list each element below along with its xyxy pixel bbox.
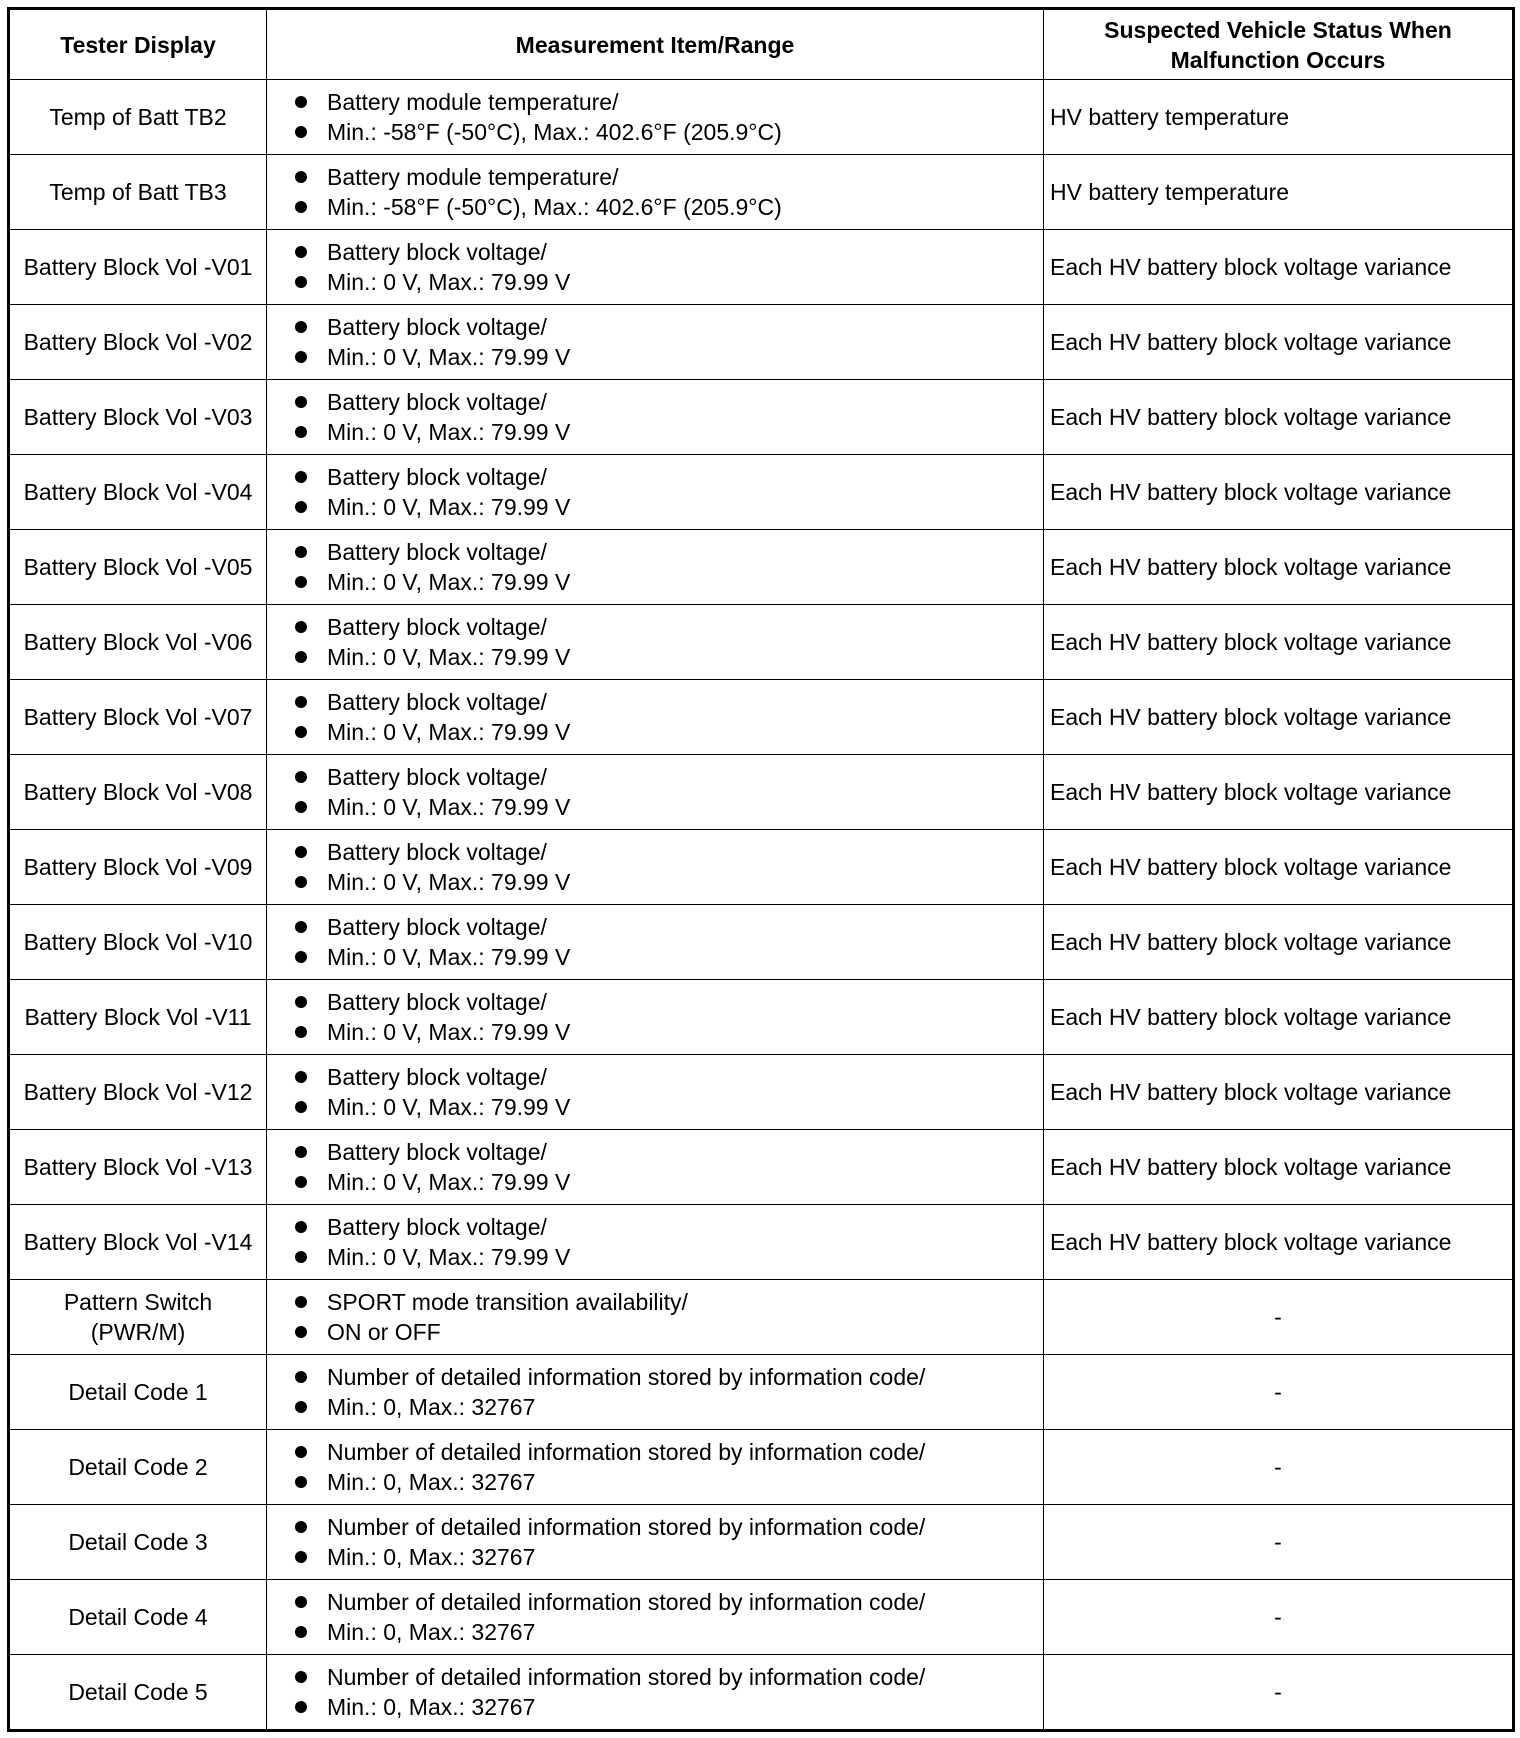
bullet-item bbox=[273, 1017, 1037, 1047]
bullet-text: Min.: -58°F (-50°C), Max.: 402.6°F (205.9°C) bbox=[327, 194, 782, 220]
bullet-text: Battery block voltage/ bbox=[327, 389, 547, 415]
bullet-text: Min.: 0, Max.: 32767 bbox=[327, 1394, 536, 1420]
measurement-cell bbox=[267, 530, 1044, 605]
bullet-icon bbox=[295, 621, 307, 633]
header-tester-display: Tester Display bbox=[9, 9, 267, 80]
bullet-icon bbox=[295, 1446, 307, 1458]
bullet-icon bbox=[295, 951, 307, 963]
bullet-item bbox=[273, 1437, 1037, 1467]
tester-display-cell: Battery Block Vol -V12 bbox=[9, 1055, 267, 1130]
table-row bbox=[9, 530, 1514, 605]
bullet-icon bbox=[295, 1176, 307, 1188]
tester-display-cell: Battery Block Vol -V08 bbox=[9, 755, 267, 830]
bullet-icon bbox=[295, 1071, 307, 1083]
bullet-text: Min.: 0 V, Max.: 79.99 V bbox=[327, 1094, 571, 1120]
table-row bbox=[9, 830, 1514, 905]
suspected-status-cell: - bbox=[1044, 1430, 1514, 1505]
bullet-item bbox=[273, 1467, 1037, 1497]
bullet-icon bbox=[295, 726, 307, 738]
bullet-icon bbox=[295, 1296, 307, 1308]
tester-display-cell: Detail Code 1 bbox=[9, 1355, 267, 1430]
measurement-cell bbox=[267, 755, 1044, 830]
bullet-text: Battery block voltage/ bbox=[327, 614, 547, 640]
bullet-text: Min.: 0 V, Max.: 79.99 V bbox=[327, 944, 571, 970]
bullet-icon bbox=[295, 1026, 307, 1038]
measurement-cell bbox=[267, 830, 1044, 905]
suspected-status-cell: Each HV battery block voltage variance bbox=[1044, 530, 1514, 605]
tester-display-cell: Temp of Batt TB3 bbox=[9, 155, 267, 230]
measurement-cell bbox=[267, 980, 1044, 1055]
bullet-icon bbox=[295, 651, 307, 663]
measurement-cell bbox=[267, 905, 1044, 980]
suspected-status-cell: Each HV battery block voltage variance bbox=[1044, 305, 1514, 380]
measurement-cell bbox=[267, 1580, 1044, 1655]
table-row bbox=[9, 455, 1514, 530]
table-row bbox=[9, 1205, 1514, 1280]
bullet-item bbox=[273, 1542, 1037, 1572]
table-row bbox=[9, 80, 1514, 155]
bullet-item bbox=[273, 1062, 1037, 1092]
table-row bbox=[9, 230, 1514, 305]
tester-display-cell: Battery Block Vol -V01 bbox=[9, 230, 267, 305]
bullet-item bbox=[273, 1362, 1037, 1392]
suspected-status-cell: Each HV battery block voltage variance bbox=[1044, 230, 1514, 305]
bullet-text: Battery block voltage/ bbox=[327, 464, 547, 490]
bullet-text: Min.: 0 V, Max.: 79.99 V bbox=[327, 1244, 571, 1270]
bullet-item bbox=[273, 312, 1037, 342]
bullet-icon bbox=[295, 546, 307, 558]
tester-display-cell: Detail Code 4 bbox=[9, 1580, 267, 1655]
bullet-icon bbox=[295, 276, 307, 288]
suspected-status-cell: - bbox=[1044, 1505, 1514, 1580]
table-row bbox=[9, 305, 1514, 380]
bullet-text: Min.: 0 V, Max.: 79.99 V bbox=[327, 1019, 571, 1045]
bullet-icon bbox=[295, 1596, 307, 1608]
bullet-item bbox=[273, 1137, 1037, 1167]
bullet-item bbox=[273, 192, 1037, 222]
bullet-item bbox=[273, 1662, 1037, 1692]
bullet-icon bbox=[295, 1251, 307, 1263]
measurement-cell bbox=[267, 605, 1044, 680]
bullet-icon bbox=[295, 1551, 307, 1563]
bullet-icon bbox=[295, 1671, 307, 1683]
bullet-text: Number of detailed information stored by information code/ bbox=[327, 1589, 926, 1615]
bullet-text: Number of detailed information stored by information code/ bbox=[327, 1664, 926, 1690]
bullet-icon bbox=[295, 1146, 307, 1158]
table-row bbox=[9, 1355, 1514, 1430]
bullet-item bbox=[273, 837, 1037, 867]
measurement-cell bbox=[267, 1205, 1044, 1280]
bullet-text: Battery block voltage/ bbox=[327, 839, 547, 865]
table-row bbox=[9, 755, 1514, 830]
bullet-text: Battery block voltage/ bbox=[327, 689, 547, 715]
tester-display-cell: Battery Block Vol -V10 bbox=[9, 905, 267, 980]
bullet-icon bbox=[295, 471, 307, 483]
bullet-text: Min.: -58°F (-50°C), Max.: 402.6°F (205.9°C) bbox=[327, 119, 782, 145]
bullet-icon bbox=[295, 1476, 307, 1488]
bullet-text: Min.: 0, Max.: 32767 bbox=[327, 1619, 536, 1645]
suspected-status-cell: Each HV battery block voltage variance bbox=[1044, 980, 1514, 1055]
bullet-item bbox=[273, 237, 1037, 267]
tester-display-cell: Detail Code 5 bbox=[9, 1655, 267, 1731]
suspected-status-cell: Each HV battery block voltage variance bbox=[1044, 605, 1514, 680]
measurement-cell bbox=[267, 1280, 1044, 1355]
measurement-cell bbox=[267, 305, 1044, 380]
suspected-status-cell: Each HV battery block voltage variance bbox=[1044, 755, 1514, 830]
tester-display-cell: Battery Block Vol -V05 bbox=[9, 530, 267, 605]
table-row bbox=[9, 905, 1514, 980]
bullet-item bbox=[273, 912, 1037, 942]
bullet-text: Min.: 0 V, Max.: 79.99 V bbox=[327, 569, 571, 595]
measurement-cell bbox=[267, 1355, 1044, 1430]
bullet-text: Battery block voltage/ bbox=[327, 989, 547, 1015]
bullet-item bbox=[273, 717, 1037, 747]
bullet-icon bbox=[295, 171, 307, 183]
bullet-text: Min.: 0, Max.: 32767 bbox=[327, 1694, 536, 1720]
bullet-item bbox=[273, 1617, 1037, 1647]
bullet-icon bbox=[295, 1401, 307, 1413]
tester-display-cell: Temp of Batt TB2 bbox=[9, 80, 267, 155]
measurement-cell bbox=[267, 455, 1044, 530]
tester-display-cell: Battery Block Vol -V09 bbox=[9, 830, 267, 905]
measurement-cell bbox=[267, 155, 1044, 230]
suspected-status-cell: - bbox=[1044, 1355, 1514, 1430]
measurement-cell bbox=[267, 1505, 1044, 1580]
bullet-icon bbox=[295, 696, 307, 708]
table-row bbox=[9, 1430, 1514, 1505]
bullet-item bbox=[273, 1392, 1037, 1422]
bullet-item bbox=[273, 342, 1037, 372]
tester-display-cell: Detail Code 3 bbox=[9, 1505, 267, 1580]
bullet-text: Min.: 0 V, Max.: 79.99 V bbox=[327, 1169, 571, 1195]
bullet-icon bbox=[295, 1626, 307, 1638]
tester-display-cell: Battery Block Vol -V13 bbox=[9, 1130, 267, 1205]
bullet-item bbox=[273, 612, 1037, 642]
header-row bbox=[9, 9, 1514, 80]
bullet-icon bbox=[295, 126, 307, 138]
measurement-cell bbox=[267, 1430, 1044, 1505]
bullet-icon bbox=[295, 396, 307, 408]
bullet-icon bbox=[295, 351, 307, 363]
suspected-status-cell: - bbox=[1044, 1280, 1514, 1355]
suspected-status-cell: Each HV battery block voltage variance bbox=[1044, 830, 1514, 905]
tester-display-cell: Battery Block Vol -V07 bbox=[9, 680, 267, 755]
bullet-icon bbox=[295, 1701, 307, 1713]
bullet-text: Battery block voltage/ bbox=[327, 764, 547, 790]
suspected-status-cell: Each HV battery block voltage variance bbox=[1044, 1205, 1514, 1280]
tester-display-cell: Battery Block Vol -V02 bbox=[9, 305, 267, 380]
suspected-status-cell: Each HV battery block voltage variance bbox=[1044, 455, 1514, 530]
measurement-cell bbox=[267, 1655, 1044, 1731]
bullet-text: Battery block voltage/ bbox=[327, 1064, 547, 1090]
tester-display-cell: Battery Block Vol -V03 bbox=[9, 380, 267, 455]
suspected-status-cell: Each HV battery block voltage variance bbox=[1044, 380, 1514, 455]
table-row bbox=[9, 680, 1514, 755]
tester-display-cell: Battery Block Vol -V06 bbox=[9, 605, 267, 680]
bullet-icon bbox=[295, 1521, 307, 1533]
bullet-item bbox=[273, 792, 1037, 822]
tester-display-cell: Battery Block Vol -V11 bbox=[9, 980, 267, 1055]
bullet-text: Min.: 0 V, Max.: 79.99 V bbox=[327, 269, 571, 295]
table-row bbox=[9, 1505, 1514, 1580]
data-list-table bbox=[7, 7, 1515, 1732]
table-row bbox=[9, 1655, 1514, 1731]
bullet-item bbox=[273, 642, 1037, 672]
table-row bbox=[9, 1280, 1514, 1355]
bullet-icon bbox=[295, 876, 307, 888]
suspected-status-cell: - bbox=[1044, 1580, 1514, 1655]
tester-display-cell: Pattern Switch (PWR/M) bbox=[9, 1280, 267, 1355]
bullet-item bbox=[273, 267, 1037, 297]
bullet-item bbox=[273, 1212, 1037, 1242]
measurement-cell bbox=[267, 230, 1044, 305]
bullet-icon bbox=[295, 246, 307, 258]
bullet-icon bbox=[295, 1326, 307, 1338]
bullet-icon bbox=[295, 501, 307, 513]
table-row bbox=[9, 1130, 1514, 1205]
measurement-cell bbox=[267, 680, 1044, 755]
tester-display-cell: Battery Block Vol -V04 bbox=[9, 455, 267, 530]
bullet-text: Number of detailed information stored by information code/ bbox=[327, 1514, 926, 1540]
bullet-text: Battery module temperature/ bbox=[327, 164, 619, 190]
bullet-item bbox=[273, 1692, 1037, 1722]
bullet-text: Battery block voltage/ bbox=[327, 314, 547, 340]
bullet-text: Min.: 0, Max.: 32767 bbox=[327, 1469, 536, 1495]
bullet-icon bbox=[295, 1221, 307, 1233]
bullet-item bbox=[273, 762, 1037, 792]
bullet-text: Battery block voltage/ bbox=[327, 239, 547, 265]
bullet-text: Min.: 0, Max.: 32767 bbox=[327, 1544, 536, 1570]
bullet-text: Battery block voltage/ bbox=[327, 914, 547, 940]
bullet-item bbox=[273, 492, 1037, 522]
bullet-icon bbox=[295, 576, 307, 588]
bullet-item bbox=[273, 687, 1037, 717]
bullet-item bbox=[273, 87, 1037, 117]
table-row bbox=[9, 1055, 1514, 1130]
bullet-text: Battery block voltage/ bbox=[327, 1139, 547, 1165]
bullet-text: Battery block voltage/ bbox=[327, 539, 547, 565]
bullet-text: Battery block voltage/ bbox=[327, 1214, 547, 1240]
bullet-icon bbox=[295, 996, 307, 1008]
bullet-text: Number of detailed information stored by information code/ bbox=[327, 1364, 926, 1390]
bullet-icon bbox=[295, 921, 307, 933]
bullet-item bbox=[273, 1167, 1037, 1197]
bullet-item bbox=[273, 1242, 1037, 1272]
bullet-text: Min.: 0 V, Max.: 79.99 V bbox=[327, 869, 571, 895]
bullet-item bbox=[273, 1287, 1037, 1317]
bullet-item bbox=[273, 162, 1037, 192]
table-row bbox=[9, 605, 1514, 680]
bullet-text: ON or OFF bbox=[327, 1319, 441, 1345]
bullet-item bbox=[273, 417, 1037, 447]
bullet-text: SPORT mode transition availability/ bbox=[327, 1289, 688, 1315]
table-row bbox=[9, 1580, 1514, 1655]
bullet-item bbox=[273, 537, 1037, 567]
suspected-status-cell: HV battery temperature bbox=[1044, 155, 1514, 230]
table-row bbox=[9, 380, 1514, 455]
header-suspected-status: Suspected Vehicle Status When Malfunction Occurs bbox=[1044, 9, 1514, 80]
bullet-icon bbox=[295, 801, 307, 813]
bullet-item bbox=[273, 1512, 1037, 1542]
measurement-cell bbox=[267, 380, 1044, 455]
bullet-icon bbox=[295, 426, 307, 438]
suspected-status-cell: - bbox=[1044, 1655, 1514, 1731]
suspected-status-cell: Each HV battery block voltage variance bbox=[1044, 905, 1514, 980]
bullet-item bbox=[273, 1317, 1037, 1347]
bullet-item bbox=[273, 987, 1037, 1017]
table-row bbox=[9, 980, 1514, 1055]
bullet-item bbox=[273, 462, 1037, 492]
bullet-text: Min.: 0 V, Max.: 79.99 V bbox=[327, 494, 571, 520]
header-measurement-item: Measurement Item/Range bbox=[267, 9, 1044, 80]
measurement-cell bbox=[267, 80, 1044, 155]
bullet-text: Min.: 0 V, Max.: 79.99 V bbox=[327, 794, 571, 820]
table-row bbox=[9, 155, 1514, 230]
bullet-item bbox=[273, 387, 1037, 417]
bullet-icon bbox=[295, 201, 307, 213]
measurement-cell bbox=[267, 1130, 1044, 1205]
bullet-item bbox=[273, 567, 1037, 597]
bullet-text: Battery module temperature/ bbox=[327, 89, 619, 115]
suspected-status-cell: Each HV battery block voltage variance bbox=[1044, 1055, 1514, 1130]
bullet-icon bbox=[295, 321, 307, 333]
bullet-text: Min.: 0 V, Max.: 79.99 V bbox=[327, 419, 571, 445]
bullet-icon bbox=[295, 1371, 307, 1383]
suspected-status-cell: Each HV battery block voltage variance bbox=[1044, 680, 1514, 755]
bullet-icon bbox=[295, 1101, 307, 1113]
bullet-text: Min.: 0 V, Max.: 79.99 V bbox=[327, 344, 571, 370]
bullet-icon bbox=[295, 771, 307, 783]
bullet-item bbox=[273, 942, 1037, 972]
bullet-item bbox=[273, 867, 1037, 897]
suspected-status-cell: Each HV battery block voltage variance bbox=[1044, 1130, 1514, 1205]
suspected-status-cell: HV battery temperature bbox=[1044, 80, 1514, 155]
bullet-item bbox=[273, 1092, 1037, 1122]
tester-display-cell: Detail Code 2 bbox=[9, 1430, 267, 1505]
tester-display-cell: Battery Block Vol -V14 bbox=[9, 1205, 267, 1280]
bullet-icon bbox=[295, 846, 307, 858]
bullet-item bbox=[273, 117, 1037, 147]
bullet-text: Min.: 0 V, Max.: 79.99 V bbox=[327, 719, 571, 745]
bullet-icon bbox=[295, 96, 307, 108]
bullet-item bbox=[273, 1587, 1037, 1617]
measurement-cell bbox=[267, 1055, 1044, 1130]
bullet-text: Min.: 0 V, Max.: 79.99 V bbox=[327, 644, 571, 670]
bullet-text: Number of detailed information stored by information code/ bbox=[327, 1439, 926, 1465]
